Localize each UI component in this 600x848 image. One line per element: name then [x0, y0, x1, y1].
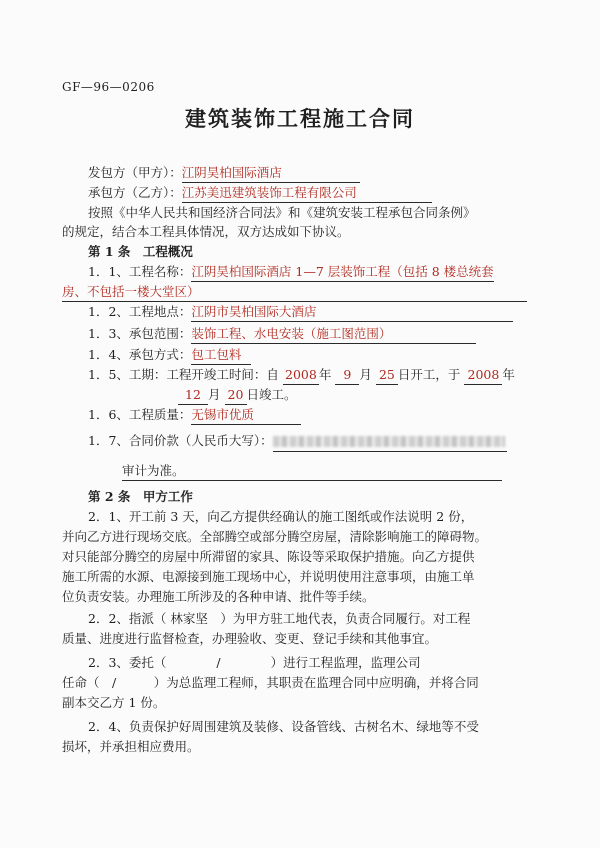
section-1-7-row [88, 432, 507, 452]
start-year: 2008 [283, 366, 319, 385]
section-1-3-label: 1．3、承包范围： [88, 326, 192, 341]
section-2-2-line-1: 2．2、指派（ 林家坚 ）为甲方驻工地代表，负责合同履行。对工程 [88, 611, 471, 626]
section-1-1-row [88, 263, 494, 282]
party-a-row [88, 164, 360, 183]
section-1-4-row [88, 346, 251, 365]
intro-line-2: 的规定，结合本工程具体情况，双方达成如下协议。 [62, 224, 350, 239]
document-code: GF—96—0206 [62, 80, 155, 94]
end-month: 12 [178, 386, 208, 405]
end-month-unit: 月 [208, 387, 221, 402]
party-a-label: 发包方（甲方）： [88, 165, 182, 180]
section-1-3-value: 装饰工程、水电安装（施工图范围） [191, 325, 476, 344]
section-2-1-line-4: 施工所需的水源、电源接到施工现场中心，并说明使用注意事项，由施工单 [62, 569, 475, 584]
section-1-1-continuation [62, 283, 527, 302]
section-1-7-label: 1．7、合同价款（人民币大写）： [88, 433, 273, 448]
contract-price-redacted [273, 432, 507, 452]
section-1-6-row [88, 406, 301, 425]
section-2-2-line-2: 质量、进度进行监督检查，办理验收、变更、登记手续和其他事宜。 [62, 631, 438, 646]
redaction-blur [273, 436, 505, 447]
end-day-text: 日竣工。 [246, 387, 297, 402]
section-1-6-label: 1．6、工程质量： [88, 407, 192, 422]
section-1-1-value-line-1: 江阴昊柏国际酒店 1—7 层装饰工程（包括 8 楼总统套 [191, 263, 493, 282]
end-day: 20 [225, 386, 247, 405]
section-1-2-value: 江阴市昊柏国际大酒店 [191, 303, 513, 322]
intro-line-1: 按照《中华人民共和国经济合同法》和《建筑安装工程承包合同条例》 [88, 205, 476, 220]
party-b-label: 承包方（乙方）： [88, 185, 182, 200]
end-year: 2008 [464, 366, 502, 385]
section-1-3-row [88, 325, 476, 344]
start-day: 25 [376, 366, 398, 385]
section-1-7-continuation [122, 462, 502, 481]
section-2-1-line-5: 位负责安装。办理施工所涉及的各种申请、批件等手续。 [62, 589, 375, 604]
section-2-3-line-2: 任命（ / ）为总监理工程师，其职责在监理合同中应明确，并将合同 [62, 675, 479, 690]
section-1-2-label: 1．2、工程地点： [88, 304, 192, 319]
party-a-value: 江阴昊柏国际酒店 [182, 164, 360, 183]
start-month-unit: 月 [359, 367, 372, 382]
start-day-text: 日开工，于 [397, 367, 461, 382]
section-2-3-line-3: 副本交乙方 1 份。 [62, 695, 166, 710]
section-2-1-line-2: 并向乙方进行现场交底。全部腾空或部分腾空房屋，清除影响施工的障碍物。 [62, 529, 488, 544]
section-1-6-value: 无锡市优质 [191, 406, 301, 425]
party-b-value: 江苏美迅建筑装饰工程有限公司 [182, 184, 432, 203]
section-1-1-label: 1．1、工程名称： [88, 264, 192, 279]
contract-title: 建筑装饰工程施工合同 [185, 106, 415, 131]
section-2-1-line-1: 2．1、开工前 3 天，向乙方提供经确认的施工图纸或作法说明 2 份， [88, 509, 474, 524]
start-year-unit: 年 [318, 367, 332, 382]
section-1-4-value: 包工包料 [191, 346, 251, 365]
section-1-5-row [88, 366, 515, 385]
section-1-4-label: 1．4、承包方式： [88, 347, 192, 362]
section-2-4-line-1: 2．4、负责保护好周围建筑及装修、设备管线、古树名木、绿地等不受 [88, 719, 479, 734]
party-b-row [88, 184, 432, 203]
article-1-heading: 第 1 条 工程概况 [88, 244, 193, 259]
section-1-2-row [88, 303, 513, 322]
section-2-4-line-2: 损坏，并承担相应费用。 [62, 739, 200, 754]
section-2-1-line-3: 对只能部分腾空的房屋中所滞留的家具、陈设等采取保护措施。向乙方提供 [62, 549, 475, 564]
section-2-3-line-1: 2．3、委托（ / ）进行工程监理，监理公司 [88, 655, 421, 670]
section-1-1-value-line-2: 房、不包括一楼大堂区） [62, 283, 527, 302]
start-month: 9 [335, 366, 359, 385]
section-1-5-label: 1．5、工期：工程开竣工时间：自 [88, 367, 279, 382]
article-2-heading: 第 2 条 甲方工作 [88, 489, 193, 504]
section-1-7-tail: 审计为准。 [122, 462, 502, 481]
section-1-5-continuation [178, 386, 297, 405]
end-year-unit: 年 [502, 367, 515, 382]
